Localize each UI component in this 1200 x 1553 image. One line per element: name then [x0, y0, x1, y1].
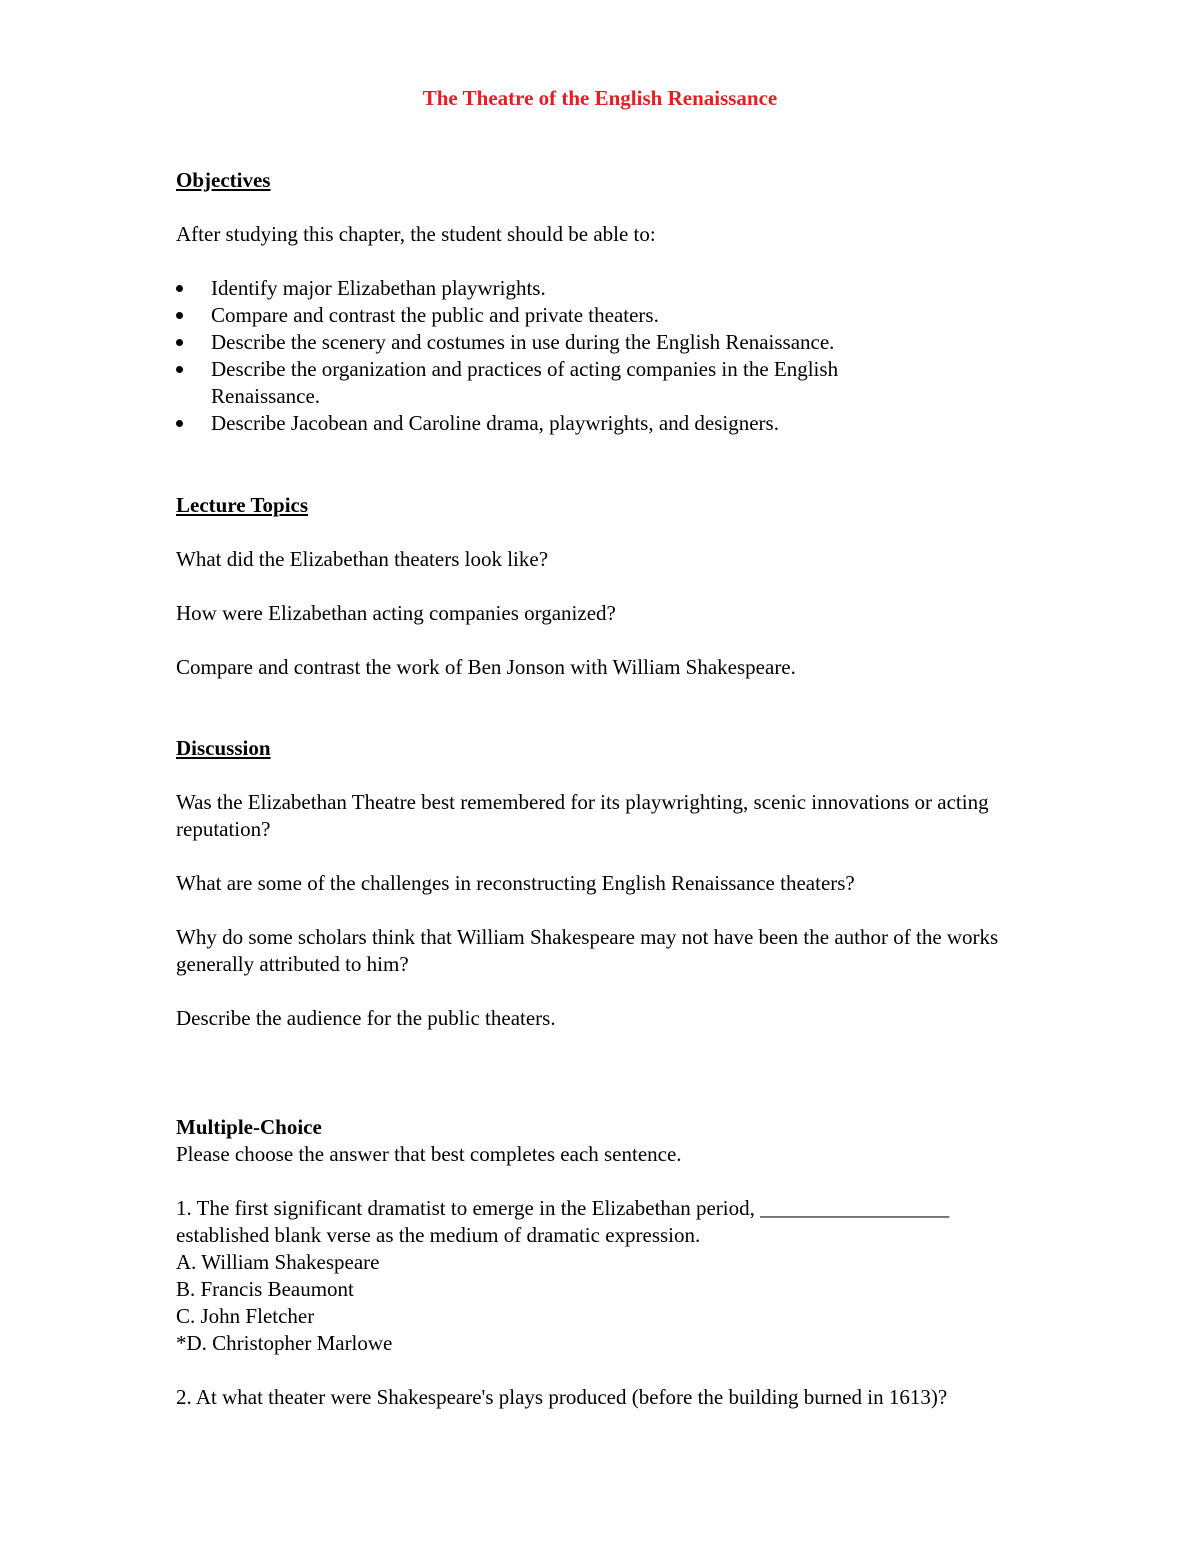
- answer-option: A. William Shakespeare: [176, 1250, 380, 1274]
- objectives-heading: Objectives: [176, 168, 271, 192]
- answer-option: C. John Fletcher: [176, 1304, 315, 1328]
- question-1-line-1: 1. The first significant dramatist to emerge in the Elizabethan period, __________________: [176, 1196, 950, 1220]
- lecture-topic: Compare and contrast the work of Ben Jonson with William Shakespeare.: [176, 655, 796, 679]
- answer-option: B. Francis Beaumont: [176, 1277, 354, 1301]
- list-item: Describe Jacobean and Caroline drama, playwrights, and designers.: [176, 410, 956, 437]
- multiple-choice-instruction: Please choose the answer that best completes each sentence.: [176, 1142, 682, 1166]
- objectives-intro: After studying this chapter, the student should be able to:: [176, 222, 656, 246]
- question-1-line-2: established blank verse as the medium of dramatic expression.: [176, 1223, 701, 1247]
- discussion-heading: Discussion: [176, 736, 271, 760]
- answer-option-correct: *D. Christopher Marlowe: [176, 1331, 393, 1355]
- discussion-question: Why do some scholars think that William Shakespeare may not have been the author of the works generally attributed to him?: [176, 925, 999, 976]
- list-item: Describe the organization and practices of acting companies in the English Renaissance.: [176, 356, 921, 410]
- objectives-list: [176, 275, 956, 437]
- lecture-topic: How were Elizabethan acting companies organized?: [176, 601, 616, 625]
- discussion-question: Describe the audience for the public theaters.: [176, 1006, 556, 1030]
- list-item: Describe the scenery and costumes in use during the English Renaissance.: [176, 329, 956, 356]
- list-item: Identify major Elizabethan playwrights.: [176, 275, 956, 302]
- lecture-topics-heading: Lecture Topics: [176, 493, 309, 517]
- page-title: The Theatre of the English Renaissance: [422, 86, 778, 110]
- multiple-choice-heading: Multiple-Choice: [176, 1115, 322, 1139]
- discussion-question: Was the Elizabethan Theatre best remembered for its playwrighting, scenic innovations or acting reputation?: [176, 790, 989, 841]
- discussion-question: What are some of the challenges in reconstructing English Renaissance theaters?: [176, 871, 855, 895]
- list-item: Compare and contrast the public and private theaters.: [176, 302, 956, 329]
- lecture-topic: What did the Elizabethan theaters look like?: [176, 547, 549, 571]
- question-2: 2. At what theater were Shakespeare's plays produced (before the building burned in 1613)?: [176, 1385, 948, 1409]
